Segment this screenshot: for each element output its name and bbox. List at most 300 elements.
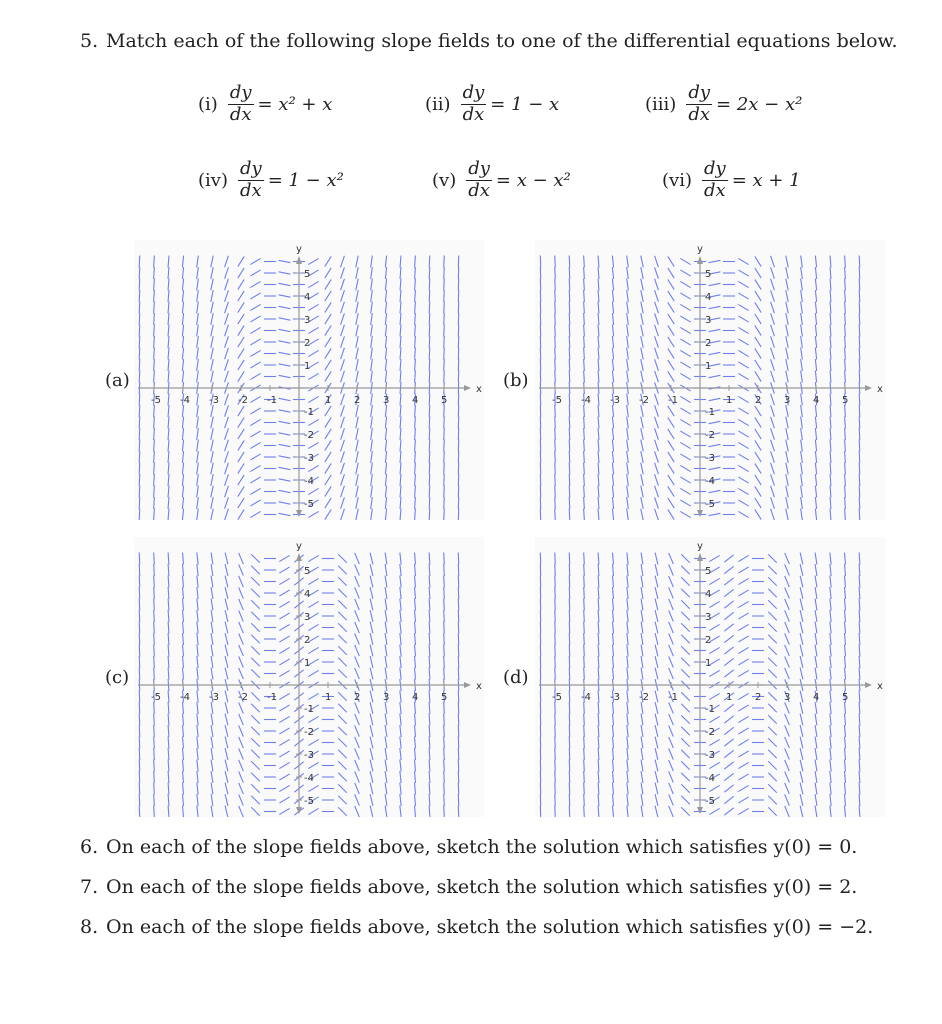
slope-segment	[738, 567, 748, 573]
slope-segment	[859, 691, 860, 703]
slope-segment	[680, 316, 690, 322]
slope-segment	[182, 313, 183, 325]
slope-segment	[197, 290, 199, 302]
slope-segment	[415, 405, 416, 417]
slope-segment	[370, 737, 373, 749]
slope-segment	[154, 474, 155, 486]
slope-segment	[356, 348, 358, 360]
slope-segment	[859, 302, 860, 314]
slope-segment	[400, 771, 401, 783]
slope-segment	[668, 268, 674, 278]
slope-segment	[584, 325, 585, 337]
slope-segment	[429, 553, 430, 565]
slope-segment	[444, 748, 445, 760]
slope-segment	[569, 371, 570, 383]
slope-segment	[182, 371, 183, 383]
slope-segment	[211, 405, 213, 417]
slope-segment	[182, 633, 183, 645]
slope-segment	[859, 486, 860, 498]
slope-segment	[845, 417, 846, 429]
slope-segment	[279, 410, 291, 412]
slope-segment	[668, 291, 674, 301]
slope-segment	[738, 373, 748, 379]
slope-segment	[680, 258, 690, 264]
slope-segment	[415, 348, 416, 360]
slope-segment	[669, 714, 674, 725]
slope-segment	[154, 359, 155, 371]
slope-segment	[225, 417, 229, 428]
slope-segment	[211, 725, 213, 737]
slope-segment	[308, 419, 318, 425]
slope-segment	[197, 691, 198, 703]
slope-segment	[786, 359, 788, 371]
slope-segment	[238, 268, 244, 278]
slope-segment	[182, 622, 183, 634]
slope-segment	[555, 486, 556, 498]
slope-segment	[830, 440, 831, 452]
slope-segment	[786, 325, 788, 337]
slope-segment	[308, 693, 318, 699]
slope-segment	[279, 762, 289, 768]
slope-segment	[738, 281, 748, 287]
slope-segment	[755, 429, 761, 439]
slope-segment	[669, 783, 674, 794]
slope-segment	[641, 806, 643, 817]
slope-segment	[584, 564, 585, 576]
slope-segment	[341, 325, 345, 336]
slope-segment	[168, 371, 169, 383]
slope-segment	[669, 553, 674, 564]
slope-segment	[555, 463, 556, 475]
slope-segment	[355, 645, 360, 656]
slope-segment	[197, 417, 199, 429]
slope-segment	[385, 474, 386, 486]
slope-segment	[738, 488, 748, 494]
slope-segment	[669, 760, 674, 771]
slope-segment	[444, 302, 445, 314]
slope-segment	[415, 336, 416, 348]
slope-segment	[830, 553, 831, 565]
slope-segment	[755, 279, 761, 289]
slope-segment	[308, 739, 318, 745]
slope-segment	[738, 578, 748, 584]
slope-segment	[385, 267, 386, 279]
slope-segment	[370, 553, 373, 565]
slope-segment	[400, 451, 401, 463]
slope-segment	[238, 417, 244, 427]
slope-segment	[738, 362, 748, 368]
slope-segment	[458, 702, 459, 714]
slope-segment	[738, 659, 748, 665]
slope-segment	[385, 256, 386, 268]
slope-segment	[815, 702, 817, 714]
slope-segment	[444, 440, 445, 452]
slope-segment	[815, 359, 816, 371]
slope-segment	[400, 428, 401, 440]
slope-segment	[786, 313, 788, 325]
slope-segment	[859, 714, 860, 726]
slope-segment	[844, 806, 845, 817]
slope-segment	[139, 783, 140, 795]
slope-segment	[584, 474, 585, 486]
slope-segment	[429, 725, 430, 737]
slope-segment	[859, 371, 860, 383]
slope-segment	[139, 564, 140, 576]
slope-segment	[458, 691, 459, 703]
slope-segment	[444, 702, 445, 714]
slope-segment	[800, 622, 803, 634]
slope-segment	[168, 359, 169, 371]
x-tick-label: 1	[726, 692, 733, 703]
slope-segment	[627, 463, 629, 475]
slope-segment	[598, 371, 599, 383]
slope-segment	[182, 737, 183, 749]
slope-segment	[444, 737, 445, 749]
slope-segment	[139, 279, 140, 291]
slope-segment	[279, 797, 289, 803]
slope-segment	[555, 497, 556, 509]
slope-segment	[598, 359, 599, 371]
slope-segment	[612, 633, 613, 645]
slope-segment	[308, 511, 318, 517]
slope-segment	[182, 440, 183, 452]
slope-segment	[154, 760, 155, 772]
slope-segment	[768, 704, 777, 712]
slope-segment	[356, 497, 358, 509]
slope-segment	[139, 668, 140, 680]
slope-segment	[709, 716, 719, 722]
slope-segment	[154, 256, 155, 268]
slope-segment	[444, 645, 445, 657]
slope-segment	[845, 474, 846, 486]
slope-segment	[655, 725, 658, 737]
slope-segment	[830, 622, 831, 634]
slope-segment	[414, 714, 415, 726]
slope-segment	[414, 806, 415, 817]
slope-segment	[801, 267, 803, 279]
slope-segment	[738, 419, 748, 425]
slope-segment	[197, 737, 198, 749]
slope-segment	[325, 325, 331, 335]
slope-segment	[859, 748, 860, 760]
slope-segment	[844, 599, 845, 611]
slope-segment	[830, 806, 831, 817]
slope-segment	[211, 359, 213, 371]
slope-segment	[251, 784, 260, 792]
slope-segment	[338, 750, 347, 758]
slope-segment	[338, 704, 347, 712]
slope-segment	[325, 429, 331, 439]
slope-segment	[338, 738, 347, 746]
slope-segment	[859, 336, 860, 348]
slope-segment	[755, 417, 761, 427]
slope-segment	[830, 290, 831, 302]
x-tick-label: 2	[354, 692, 361, 703]
slope-segment	[669, 599, 674, 610]
slope-segment	[786, 486, 788, 498]
slope-segment	[250, 408, 260, 414]
slope-segment	[627, 771, 628, 783]
slope-segment	[724, 658, 733, 665]
slope-segment	[612, 256, 613, 268]
slope-segment	[197, 348, 199, 360]
slope-segment	[211, 497, 213, 509]
slope-segment	[655, 633, 658, 645]
slope-segment	[400, 474, 401, 486]
x-tick-label: 4	[813, 692, 820, 703]
slope-segment	[444, 463, 445, 475]
slope-segment	[768, 554, 777, 562]
x-axis-label: x	[476, 681, 482, 692]
slope-segment	[785, 760, 790, 771]
slope-segment	[709, 490, 721, 492]
slope-segment	[197, 564, 198, 576]
slope-segment	[627, 702, 628, 714]
slope-segment	[211, 463, 213, 475]
slope-segment	[709, 785, 719, 791]
slope-segment	[458, 576, 459, 588]
y-axis-arrow	[697, 256, 703, 264]
slope-segment	[680, 419, 690, 425]
slope-segment	[225, 290, 229, 301]
slope-segment	[239, 633, 244, 644]
slope-segment	[279, 456, 291, 458]
slope-segment	[168, 564, 169, 576]
slope-segment	[341, 440, 345, 451]
slope-segment	[598, 486, 599, 498]
slope-segment	[370, 783, 373, 795]
slope-segment	[584, 553, 585, 565]
slope-segment	[612, 656, 613, 668]
slope-segment	[385, 794, 387, 806]
slope-segment	[771, 336, 775, 347]
slope-segment	[830, 417, 831, 429]
slope-segment	[584, 405, 585, 417]
slope-segment	[182, 806, 183, 817]
slope-segment	[371, 497, 373, 509]
slope-segment	[154, 417, 155, 429]
slope-segment	[385, 497, 386, 509]
slope-segment	[627, 691, 628, 703]
slope-segment	[830, 325, 831, 337]
slope-segment	[584, 633, 585, 645]
plot-label-a: (a)	[105, 370, 130, 391]
slope-segment	[709, 647, 719, 653]
slope-segment	[815, 737, 817, 749]
slope-segment	[308, 785, 318, 791]
slope-segment	[786, 451, 788, 463]
slope-segment	[429, 622, 430, 634]
slope-segment	[830, 783, 831, 795]
slope-segment	[168, 394, 169, 406]
slope-segment	[250, 350, 260, 356]
x-axis-arrow	[464, 385, 471, 391]
slope-segment	[555, 325, 556, 337]
slope-segment	[815, 553, 817, 565]
slope-segment	[211, 622, 213, 634]
slope-segment	[415, 497, 416, 509]
slope-segment	[168, 783, 169, 795]
x-tick-label: -2	[238, 692, 248, 703]
slope-segment	[279, 751, 289, 757]
slope-segment	[341, 279, 345, 290]
slope-segment	[681, 715, 690, 723]
slope-segment	[598, 256, 599, 268]
slope-segment	[415, 417, 416, 429]
slope-segment	[738, 647, 748, 653]
slope-segment	[845, 359, 846, 371]
slope-segment	[239, 656, 244, 667]
slope-segment	[371, 486, 373, 498]
slope-segment	[669, 622, 674, 633]
slope-segment	[182, 794, 183, 806]
slope-segment	[444, 486, 445, 498]
slope-segment	[415, 451, 416, 463]
slope-segment	[139, 336, 140, 348]
slope-segment	[211, 371, 213, 383]
slope-segment	[154, 405, 155, 417]
slope-segment	[724, 578, 733, 585]
slope-segment	[612, 564, 613, 576]
slope-segment	[859, 325, 860, 337]
x-tick-label: 5	[441, 692, 448, 703]
slope-segment	[800, 737, 803, 749]
slope-segment	[584, 806, 585, 817]
slope-segment	[859, 668, 860, 680]
slope-segment	[211, 587, 213, 599]
slope-segment	[584, 279, 585, 291]
slope-segment	[338, 658, 347, 666]
slope-segment	[225, 371, 229, 382]
slope-segment	[641, 645, 643, 657]
slope-segment	[415, 509, 416, 520]
slope-segment	[612, 509, 613, 520]
slope-segment	[555, 474, 556, 486]
slope-segment	[154, 348, 155, 360]
slope-segment	[555, 359, 556, 371]
slope-segment	[458, 771, 459, 783]
slope-segment	[414, 794, 415, 806]
slope-segment	[627, 302, 629, 314]
slope-segment	[555, 302, 556, 314]
slope-segment	[154, 576, 155, 588]
x-tick-label: -4	[180, 692, 190, 703]
slope-segment	[400, 405, 401, 417]
slope-segment	[238, 291, 244, 301]
slope-segment	[225, 737, 228, 749]
slope-segment	[598, 725, 599, 737]
y-tick-label: -3	[705, 750, 715, 761]
slope-segment	[786, 336, 788, 348]
slope-segment	[598, 656, 599, 668]
slope-segment	[341, 256, 345, 267]
slope-segment	[800, 691, 803, 703]
slope-segment	[859, 279, 860, 291]
slope-segment	[225, 440, 229, 451]
slope-segment	[139, 371, 140, 383]
slope-segment	[655, 428, 659, 439]
slope-segment	[139, 576, 140, 588]
slope-segment	[308, 350, 318, 356]
slope-segment	[338, 669, 347, 677]
slope-segment	[555, 440, 556, 452]
x-tick-label: -3	[610, 692, 620, 703]
slope-segment	[569, 325, 570, 337]
slope-segment	[680, 454, 690, 460]
slope-segment	[627, 313, 629, 325]
slope-segment	[429, 760, 430, 772]
slope-segment	[627, 737, 628, 749]
x-tick-label: -4	[581, 395, 591, 406]
y-tick-label: 1	[304, 361, 311, 372]
x-tick-label: 4	[412, 692, 419, 703]
slope-segment	[738, 613, 748, 619]
slope-segment	[356, 474, 358, 486]
slope-segment	[569, 348, 570, 360]
slope-segment	[415, 290, 416, 302]
slope-segment	[815, 610, 817, 622]
slope-segment	[627, 599, 628, 611]
slope-segment	[385, 760, 387, 772]
slope-segment	[400, 509, 401, 520]
slope-segment	[197, 748, 198, 760]
slope-segment	[845, 313, 846, 325]
x-tick-label: -5	[552, 692, 562, 703]
slope-segment	[429, 691, 430, 703]
slope-segment	[279, 421, 291, 423]
slope-segment	[845, 405, 846, 417]
slope-segment	[429, 474, 430, 486]
slope-segment	[400, 806, 401, 817]
slope-segment	[415, 359, 416, 371]
slope-segment	[444, 451, 445, 463]
slope-segment	[355, 587, 360, 598]
slope-segment	[168, 279, 169, 291]
slope-segment	[429, 428, 430, 440]
y-axis-label: y	[296, 244, 302, 255]
slope-segment	[668, 256, 674, 266]
slope-segment	[251, 773, 260, 781]
slope-segment	[681, 589, 690, 597]
slope-segment	[598, 760, 599, 772]
slope-segment	[385, 405, 386, 417]
slope-segment	[139, 325, 140, 337]
slope-segment	[755, 268, 761, 278]
slope-segment	[641, 451, 643, 463]
slope-segment	[786, 417, 788, 429]
slope-segment	[680, 396, 690, 402]
slope-segment	[738, 797, 748, 803]
y-axis-arrow-bottom	[697, 807, 703, 814]
y-tick-label: -2	[705, 727, 715, 738]
slope-segment	[681, 784, 690, 792]
slope-segment	[815, 348, 816, 360]
slope-segment	[859, 737, 860, 749]
slope-segment	[251, 554, 260, 562]
slope-segment	[859, 405, 860, 417]
slope-segment	[415, 279, 416, 291]
slope-segment	[584, 313, 585, 325]
slope-segment	[370, 702, 373, 714]
slope-segment	[182, 474, 183, 486]
slope-segment	[325, 348, 331, 358]
slope-segment	[239, 610, 244, 621]
slope-segment	[844, 760, 845, 772]
slope-segment	[139, 794, 140, 806]
slope-segment	[815, 771, 817, 783]
slope-segment	[612, 806, 613, 817]
slope-segment	[444, 336, 445, 348]
